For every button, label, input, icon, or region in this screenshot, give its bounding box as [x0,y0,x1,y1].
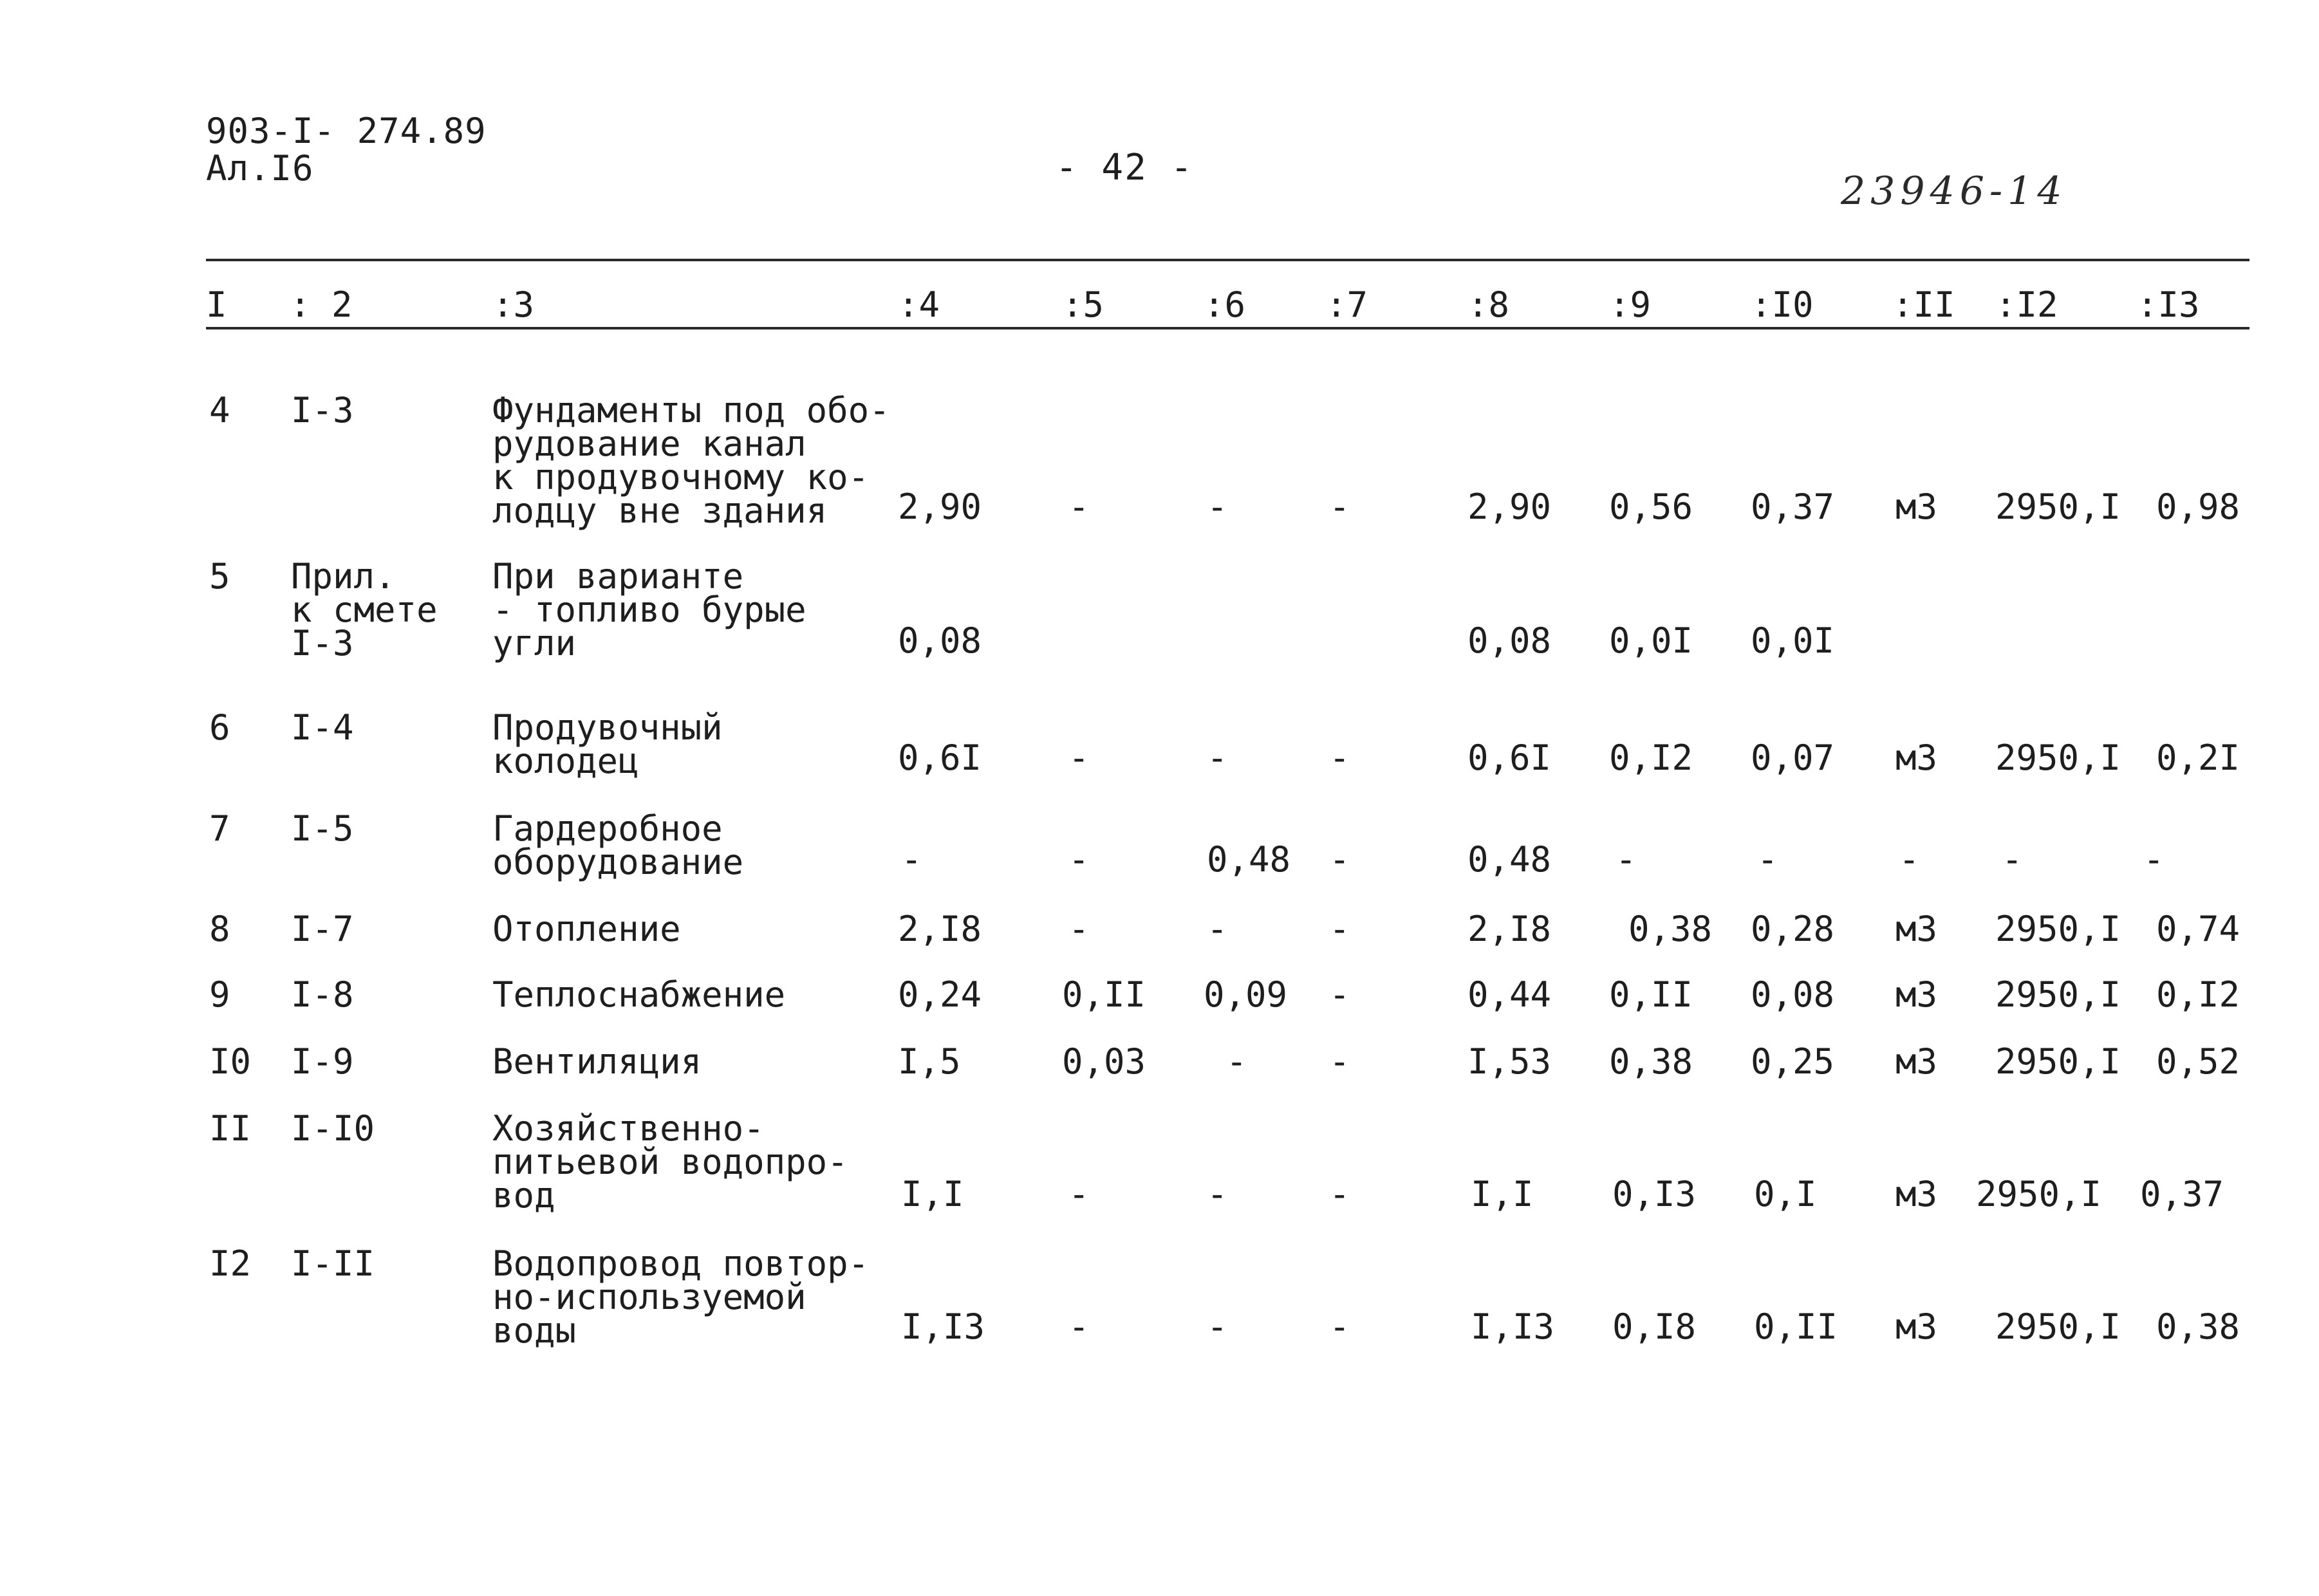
work-description: Вентиляция [492,1041,702,1082]
cell-col-9: 0,56 [1609,487,1693,527]
work-description: Фундаменты под обо- рудование канал к продувочному ко- лодцу вне здания [492,390,890,531]
cell-col-7: - [1329,1041,1350,1082]
sheet-number: Ал.I6 [206,148,314,189]
row-number: 4 [209,390,230,431]
cell-col-10: 0,28 [1751,909,1835,949]
cell-col-13: 0,2I [2156,738,2240,778]
cell-col-4: 2,90 [898,487,982,527]
cell-col-8: I,I3 [1471,1306,1555,1347]
cell-col-12: 2950,I [1995,1041,2121,1082]
cell-col-10: 0,25 [1751,1041,1835,1082]
cell-col-11: м3 [1895,909,1938,949]
cell-col-9: 0,0I [1609,620,1693,661]
cell-col-4: - [901,839,922,880]
cell-col-4: 0,6I [898,738,982,778]
cell-col-8: I,53 [1467,1041,1552,1082]
cell-col-7: - [1329,487,1350,527]
column-header-6: :6 [1204,284,1246,325]
cell-col-5: - [1068,909,1090,949]
row-number: I2 [209,1243,252,1284]
work-description: Продувочный колодец [492,707,723,781]
cell-col-11: - [1899,839,1920,880]
cell-col-13: 0,37 [2140,1174,2224,1214]
cell-col-11: м3 [1895,974,1938,1015]
estimate-reference: I-9 [291,1041,354,1082]
cell-col-12: 2950,I [1995,738,2121,778]
work-description: Гардеробное оборудование [492,808,744,882]
cell-col-12: 2950,I [1995,487,2121,527]
estimate-reference: I-8 [291,974,354,1015]
cell-col-4: I,5 [898,1041,961,1082]
cell-col-12: 2950,I [1995,909,2121,949]
cell-col-6: - [1207,1306,1228,1347]
cell-col-5: - [1068,1174,1090,1214]
cell-col-7: - [1329,1306,1350,1347]
cell-col-13: 0,98 [2156,487,2240,527]
row-number: 5 [209,556,230,597]
table-top-rule [206,259,2249,261]
cell-col-6: - [1207,1174,1228,1214]
cell-col-5: 0,03 [1062,1041,1146,1082]
estimate-reference: I-4 [291,707,354,748]
cell-col-9: 0,II [1609,974,1693,1015]
row-number: I0 [209,1041,252,1082]
cell-col-9: - [1616,839,1637,880]
page-number: - 42 - [1056,147,1194,189]
cell-col-6: - [1226,1041,1247,1082]
cell-col-11: м3 [1895,1306,1938,1347]
cell-col-13: - [2143,839,2165,880]
cell-col-7: - [1329,909,1350,949]
cell-col-13: 0,38 [2156,1306,2240,1347]
cell-col-9: 0,I3 [1612,1174,1697,1214]
cell-col-7: - [1329,1174,1350,1214]
cell-col-4: 0,08 [898,620,982,661]
cell-col-6: 0,48 [1207,839,1291,880]
cell-col-10: 0,37 [1751,487,1835,527]
cell-col-6: - [1207,738,1228,778]
row-number: 7 [209,808,230,849]
cell-col-12: 2950,I [1995,1306,2121,1347]
cell-col-9: 0,I8 [1612,1306,1697,1347]
cell-col-6: - [1207,487,1228,527]
column-header-1: I [206,284,227,325]
work-description: Теплоснабжение [492,974,786,1015]
cell-col-8: 2,90 [1467,487,1552,527]
cell-col-7: - [1329,839,1350,880]
cell-col-10: - [1757,839,1778,880]
estimate-reference: I-5 [291,808,354,849]
cell-col-9: 0,I2 [1609,738,1693,778]
cell-col-9: 0,38 [1628,909,1713,949]
column-header-8: :8 [1467,284,1510,325]
cell-col-10: 0,08 [1751,974,1835,1015]
estimate-reference: I-3 [291,390,354,431]
cell-col-4: I,I3 [901,1306,985,1347]
cell-col-5: - [1068,1306,1090,1347]
cell-col-10: 0,0I [1751,620,1835,661]
column-header-7: :7 [1326,284,1368,325]
cell-col-8: 2,I8 [1467,909,1552,949]
column-header-5: :5 [1062,284,1104,325]
cell-col-11: м3 [1895,738,1938,778]
document-header [206,113,487,187]
cell-col-4: 0,24 [898,974,982,1015]
row-number: II [209,1108,252,1149]
work-description: Отопление [492,909,681,949]
document-code: 903-I- 274.89 [206,111,487,151]
cell-col-13: 0,74 [2156,909,2240,949]
cell-col-13: 0,I2 [2156,974,2240,1015]
handwritten-number: 23946-14 [1841,169,2067,214]
cell-col-8: 0,48 [1467,839,1552,880]
column-header-12: :I2 [1995,284,2058,325]
cell-col-5: - [1068,487,1090,527]
row-number: 6 [209,707,230,748]
cell-col-10: 0,07 [1751,738,1835,778]
cell-col-12: 2950,I [1995,974,2121,1015]
column-header-2: : 2 [290,284,353,325]
cell-col-10: 0,I [1754,1174,1817,1214]
column-header-3: :3 [492,284,535,325]
work-description: Водопровод повтор- но-используемой воды [492,1243,870,1351]
cell-col-11: м3 [1895,487,1938,527]
cell-col-7: - [1329,974,1350,1015]
column-header-4: :4 [898,284,940,325]
cell-col-11: м3 [1895,1174,1938,1214]
cell-col-8: 0,44 [1467,974,1552,1015]
work-description: При варианте - топливо бурые угли [492,556,806,663]
cell-col-9: 0,38 [1609,1041,1693,1082]
cell-col-4: 2,I8 [898,909,982,949]
cell-col-7: - [1329,738,1350,778]
row-number: 8 [209,909,230,949]
cell-col-11: м3 [1895,1041,1938,1082]
cell-col-12: - [2002,839,2023,880]
cell-col-8: 0,08 [1467,620,1552,661]
column-header-11: :II [1892,284,1955,325]
cell-col-5: 0,II [1062,974,1146,1015]
estimate-reference: I-I0 [291,1108,375,1149]
estimate-reference: I-II [291,1243,375,1284]
work-description: Хозяйственно- питьевой водопро- вод [492,1108,848,1216]
cell-col-13: 0,52 [2156,1041,2240,1082]
cell-col-12: 2950,I [1976,1174,2102,1214]
estimate-reference: I-7 [291,909,354,949]
row-number: 9 [209,974,230,1015]
cell-col-4: I,I [901,1174,964,1214]
column-header-9: :9 [1609,284,1652,325]
cell-col-8: I,I [1471,1174,1534,1214]
column-header-10: :I0 [1751,284,1814,325]
cell-col-5: - [1068,738,1090,778]
cell-col-6: 0,09 [1204,974,1288,1015]
cell-col-5: - [1068,839,1090,880]
cell-col-8: 0,6I [1467,738,1552,778]
table-header-rule [206,327,2249,329]
estimate-reference: Прил. к смете I-3 [291,556,438,663]
cell-col-10: 0,II [1754,1306,1838,1347]
column-header-13: :I3 [2137,284,2200,325]
cell-col-6: - [1207,909,1228,949]
